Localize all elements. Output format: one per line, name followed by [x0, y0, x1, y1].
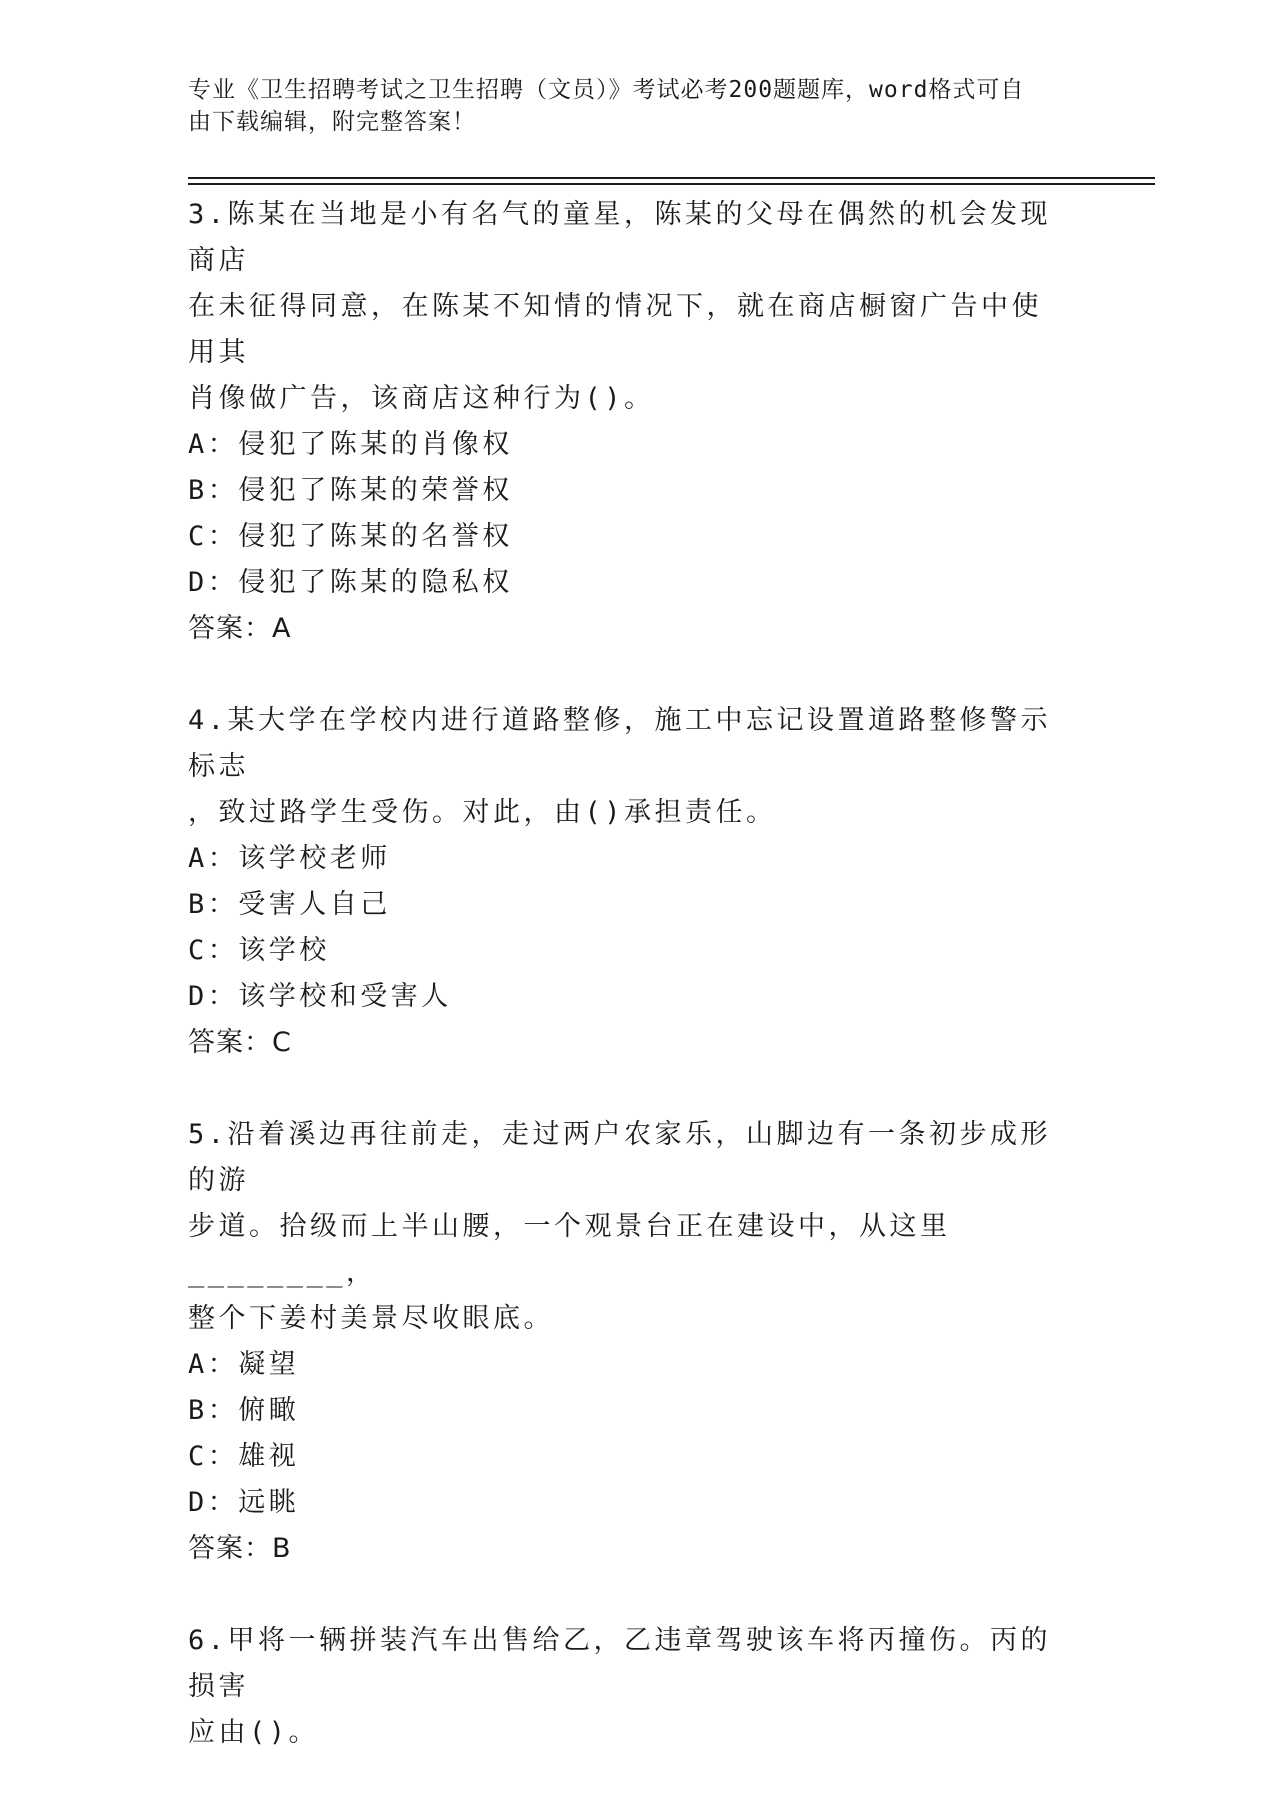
option-c: C：侵犯了陈某的名誉权 [188, 521, 513, 552]
option-d: D：侵犯了陈某的隐私权 [188, 567, 513, 598]
question-stem-line: 5.沿着溪边再往前走，走过两户农家乐，山脚边有一条初步成形的游 [188, 1119, 1052, 1196]
answer-line: 答案：A [188, 613, 292, 644]
header-divider-bottom [188, 183, 1155, 185]
question-stem-line: 在未征得同意，在陈某不知情的情况下，就在商店橱窗广告中使用其 [188, 291, 1042, 368]
option-c: C：雄视 [188, 1441, 300, 1472]
header-line-2: 由下载编辑，附完整答案！ [188, 109, 476, 135]
header-divider-top [188, 177, 1155, 179]
question-4 [188, 698, 1068, 1066]
question-stem-line: 应由()。 [188, 1717, 320, 1748]
question-5 [188, 1112, 1068, 1572]
question-stem-line: 步道。拾级而上半山腰，一个观景台正在建设中，从这里________， [188, 1211, 951, 1288]
answer-line: 答案：B [188, 1533, 292, 1564]
document-header [188, 74, 1068, 138]
question-stem-line: 6.甲将一辆拼装汽车出售给乙，乙违章驾驶该车将丙撞伤。丙的损害 [188, 1625, 1052, 1702]
header-line-1: 专业《卫生招聘考试之卫生招聘（文员）》考试必考200题题库，word格式可自 [188, 77, 1025, 103]
question-stem-line: 整个下姜村美景尽收眼底。 [188, 1303, 554, 1334]
option-d: D：该学校和受害人 [188, 981, 452, 1012]
option-b: B：受害人自己 [188, 889, 391, 920]
question-list [188, 192, 1068, 1802]
option-b: B：俯瞰 [188, 1395, 300, 1426]
question-stem-line: 4.某大学在学校内进行道路整修，施工中忘记设置道路整修警示标志 [188, 705, 1052, 782]
question-3 [188, 192, 1068, 652]
question-stem-line: 3.陈某在当地是小有名气的童星，陈某的父母在偶然的机会发现商店 [188, 199, 1052, 276]
option-a: A：侵犯了陈某的肖像权 [188, 429, 513, 460]
option-b: B：侵犯了陈某的荣誉权 [188, 475, 513, 506]
option-d: D：远眺 [188, 1487, 300, 1518]
question-6 [188, 1618, 1068, 1756]
option-a: A：该学校老师 [188, 843, 391, 874]
question-stem-line: ，致过路学生受伤。对此，由()承担责任。 [188, 797, 777, 828]
answer-line: 答案：C [188, 1027, 292, 1058]
option-c: C：该学校 [188, 935, 330, 966]
option-a: A：凝望 [188, 1349, 300, 1380]
question-stem-line: 肖像做广告，该商店这种行为()。 [188, 383, 655, 414]
